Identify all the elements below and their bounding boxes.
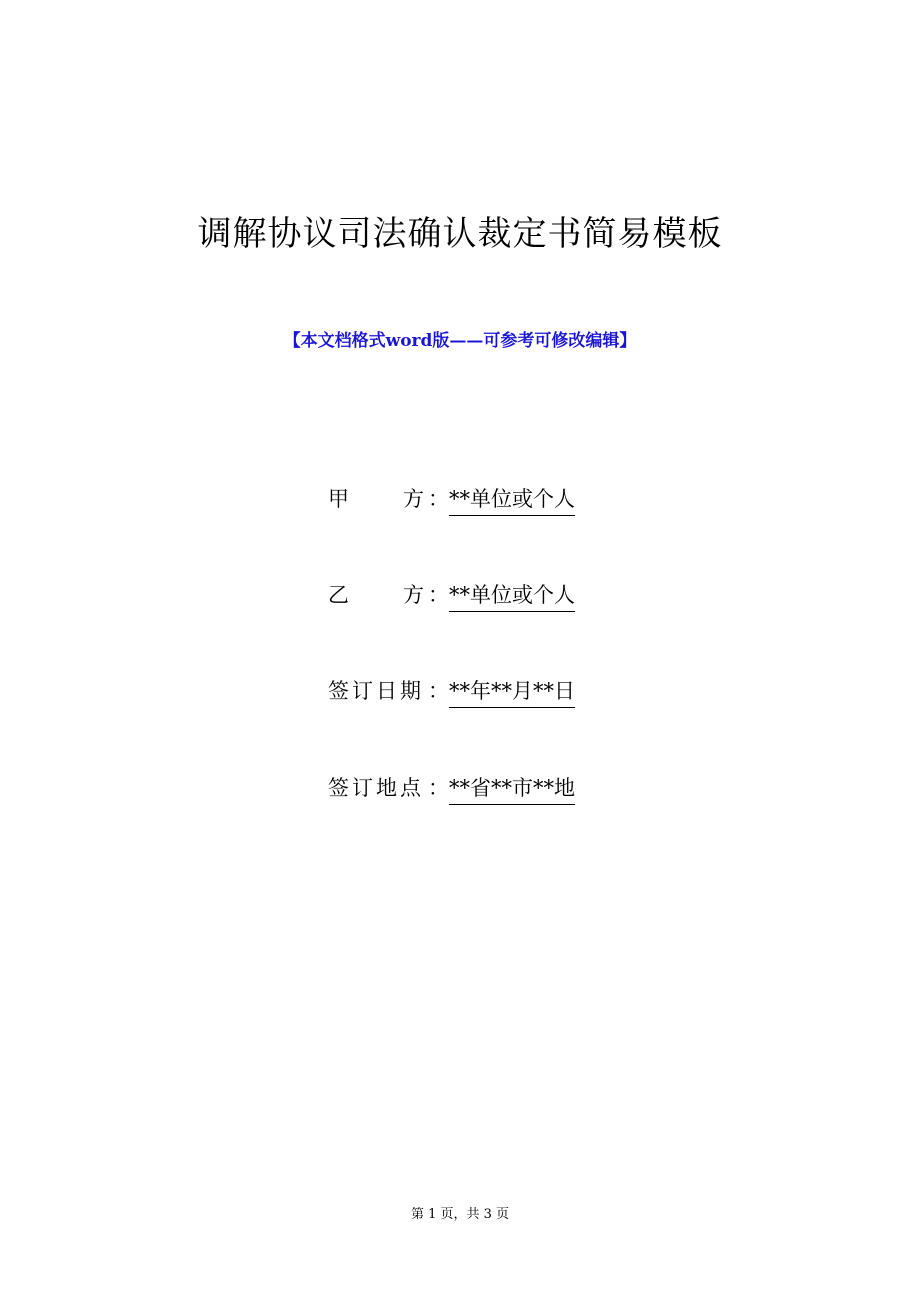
party-b-label-first: 乙 [328,583,349,607]
sign-place-label: 签订地点 [328,776,424,800]
party-a-label-first: 甲 [328,487,349,511]
party-a-label [328,481,428,517]
sign-date-value: **年**月**日 [449,676,575,708]
party-b-label [328,577,428,613]
party-b-value: **单位或个人 [449,580,575,612]
document-subtitle: 【本文档格式word版——可参考可修改编辑】 [283,331,637,351]
party-a-value: **单位或个人 [449,484,575,516]
sign-place-field [328,770,575,806]
party-a-label-last: 方 [403,487,424,511]
sign-place-colon: ： [428,776,449,800]
page-footer: 第 1 页，共 3 页 [410,1207,510,1222]
sign-date-field [328,673,575,709]
sign-place-value: **省**市**地 [449,773,575,805]
party-a-colon: ： [428,487,449,511]
document-title: 调解协议司法确认裁定书简易模板 [197,214,723,254]
sign-date-colon: ： [428,679,449,703]
sign-date-label: 签订日期 [328,679,424,703]
party-a-field [328,481,575,517]
party-b-field [328,577,575,613]
party-b-label-last: 方 [403,583,424,607]
party-b-colon: ： [428,583,449,607]
